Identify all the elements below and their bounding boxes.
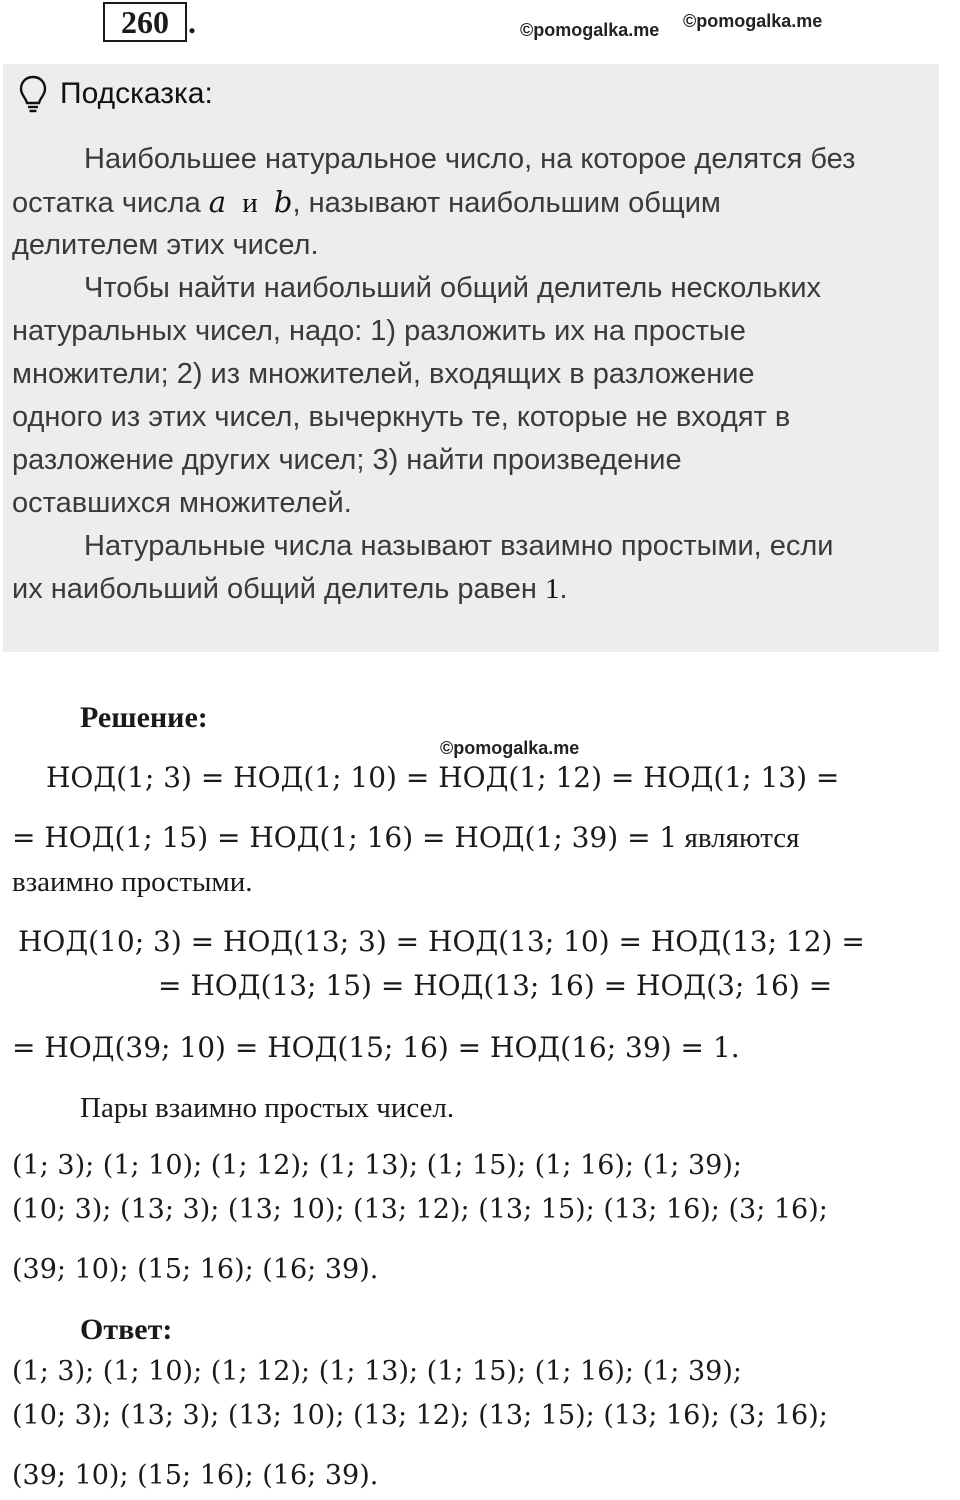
answer-line: (1; 3); (1; 10); (1; 12); (1; 13); (1; 15); (1; 16); (1; 39); bbox=[12, 1356, 742, 1387]
hint-text-line: натуральных чисел, надо: 1) разложить их на простые bbox=[12, 315, 746, 347]
hint-text-line: разложение других чисел; 3) найти произведение bbox=[12, 444, 682, 476]
lightbulb-icon bbox=[18, 74, 48, 119]
variable-b: b bbox=[273, 185, 293, 219]
pairs-title: Пары взаимно простых чисел. bbox=[80, 1092, 455, 1124]
equation-line: = НОД(1; 15) = НОД(1; 16) = НОД(1; 39) = 1 являются bbox=[12, 821, 800, 854]
pairs-line: (39; 10); (15; 16); (16; 39). bbox=[12, 1254, 379, 1285]
answer-line: (39; 10); (15; 16); (16; 39). bbox=[12, 1460, 379, 1491]
hint-text-line: остатка числа a и b, называют наибольшим общим bbox=[12, 185, 721, 219]
problem-number: 260 bbox=[103, 2, 187, 42]
variable-a: a bbox=[208, 185, 227, 219]
number-one: 1 bbox=[544, 573, 560, 605]
hint-text-line: множители; 2) из множителей, входящих в разложение bbox=[12, 358, 755, 390]
hint-text-line: Наибольшее натуральное число, на которое делятся без bbox=[84, 143, 856, 175]
equation-line: НОД(10; 3) = НОД(13; 3) = НОД(13; 10) = НОД(13; 12) = bbox=[18, 925, 865, 958]
hint-text-line: их наибольший общий делитель равен 1. bbox=[12, 573, 568, 605]
equation-line: = НОД(13; 15) = НОД(13; 16) = НОД(3; 16) = bbox=[158, 969, 833, 1002]
pairs-line: (1; 3); (1; 10); (1; 12); (1; 13); (1; 15); (1; 16); (1; 39); bbox=[12, 1150, 742, 1181]
watermark: ©pomogalka.me bbox=[440, 738, 580, 758]
solution-text: взаимно простыми. bbox=[12, 866, 253, 898]
pairs-line: (10; 3); (13; 3); (13; 10); (13; 12); (13; 15); (13; 16); (3; 16); bbox=[12, 1194, 828, 1225]
answer-title: Ответ: bbox=[80, 1313, 173, 1346]
hint-title: Подсказка: bbox=[60, 77, 213, 110]
hint-text-line: оставшихся множителей. bbox=[12, 487, 352, 519]
equation-line: = НОД(39; 10) = НОД(15; 16) = НОД(16; 39) = 1. bbox=[12, 1031, 740, 1064]
problem-number-dot: . bbox=[188, 4, 196, 40]
hint-text-line: одного из этих чисел, вычеркнуть те, которые не входят в bbox=[12, 401, 791, 433]
hint-text-line: Чтобы найти наибольший общий делитель нескольких bbox=[84, 272, 822, 304]
hint-text-line: делителем этих чисел. bbox=[12, 229, 319, 261]
conjunction: и bbox=[242, 187, 258, 219]
answer-line: (10; 3); (13; 3); (13; 10); (13; 12); (13; 15); (13; 16); (3; 16); bbox=[12, 1400, 828, 1431]
equation-line: НОД(1; 3) = НОД(1; 10) = НОД(1; 12) = НОД(1; 13) = bbox=[46, 761, 840, 794]
hint-text-line: Натуральные числа называют взаимно простыми, если bbox=[84, 530, 834, 562]
solution-title: Решение: bbox=[80, 701, 208, 734]
watermark: ©pomogalka.me bbox=[683, 11, 823, 31]
watermark: ©pomogalka.me bbox=[520, 20, 660, 40]
